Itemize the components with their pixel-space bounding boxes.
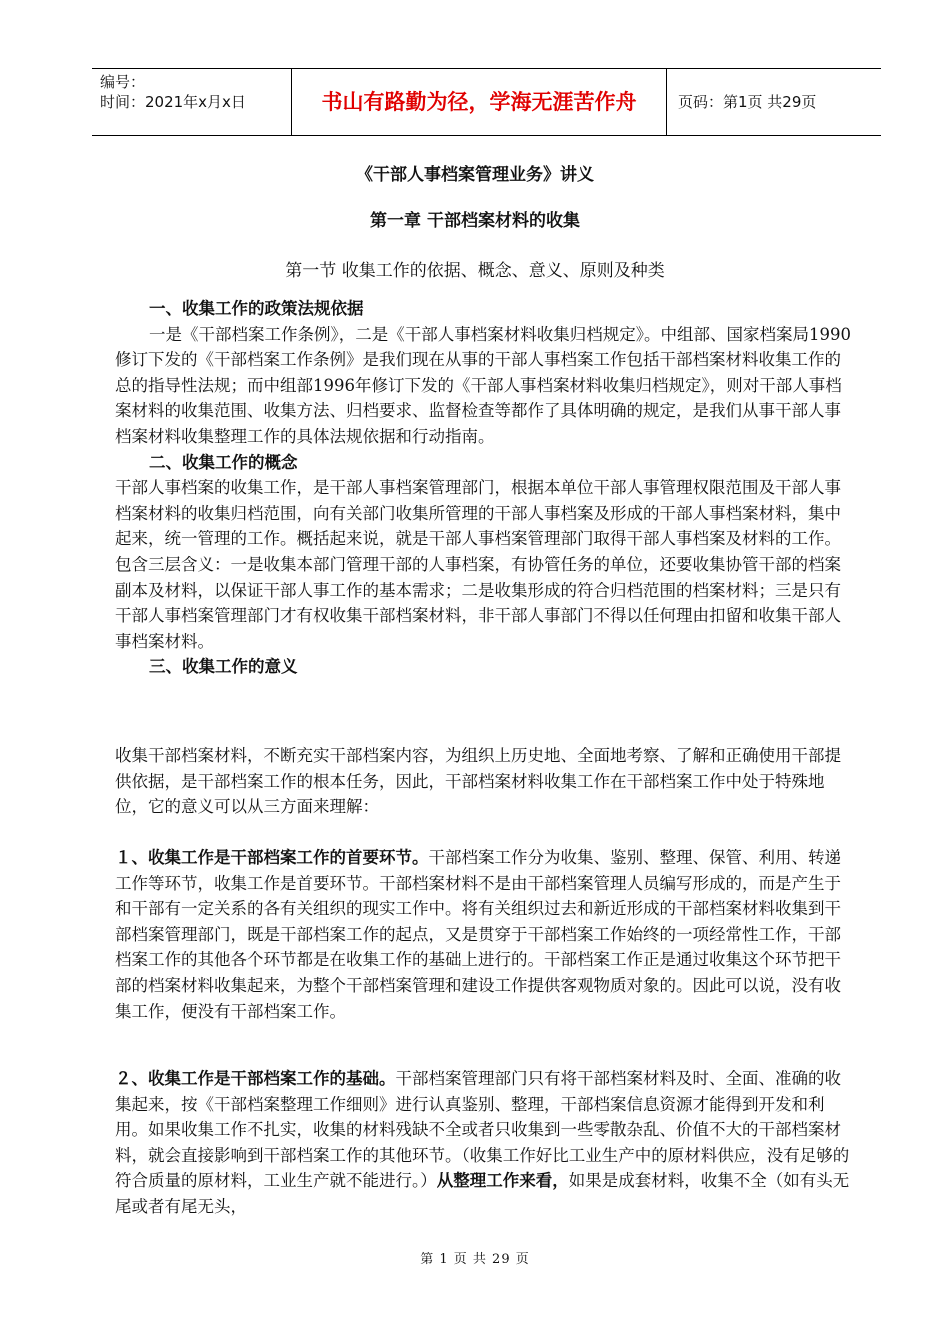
paragraph-4-lead: １、收集工作是干部档案工作的首要环节。 [115, 848, 429, 867]
section-title: 第一节 收集工作的依据、概念、意义、原则及种类 [285, 261, 665, 281]
paragraph-5-lead: ２、收集工作是干部档案工作的基础。 [115, 1069, 396, 1088]
time-label: 时间：2021年x月x日 [100, 93, 246, 111]
number-label: 编号： [100, 73, 146, 91]
paragraph-4-text: 干部档案工作分为收集、鉴别、整理、保管、利用、转递工作等环节，收集工作是首要环节。干部档案材料不是由干部档案管理人员编写形成的，而是产生于和干部有一定关系的各有关组织的现实工作中。将有关组织过去和新近形成的干部档案材料收集到干部档案管理部门，既是干部档案工作的起点，又是贯穿于干部档案工作始终的一项经常性工作，干部档案工作的其他各个环节都是在收集工作的基础上进行的。干部档案工作正是通过收集这个环节把干部的档案材料收集起来，为整个干部档案管理和建设工作提供客观物质对象的。因此可以说，没有收集工作，便没有干部档案工作。 [115, 848, 841, 1021]
paragraph-1: 一是《干部档案工作条例》，二是《干部人事档案材料收集归档规定》。中组部、国家档案局1990修订下发的《干部档案工作条例》是我们现在从事的干部人事档案工作包括干部档案材料收集工作的总的指导性法规；而中组部1996年修订下发的《干部人事档案材料收集归档规定》，则对干部人事档案材料的收集范围、收集方法、归档要求、监督检查等都作了具体明确的规定，是我们从事干部人事档案材料收集整理工作的具体法规依据和行动指南。 [115, 324, 851, 446]
paragraph-4 [115, 845, 855, 1024]
page-footer: 第 1 页 共 29 页 [420, 1252, 530, 1267]
paragraph-5-lead-2: 从整理工作来看， [436, 1171, 569, 1191]
header-meta [92, 69, 292, 135]
header-page-info: 页码：第1页 共29页 [678, 93, 817, 111]
heading-2: 二、收集工作的概念 [149, 452, 298, 472]
page-header [92, 68, 881, 136]
heading-1: 一、收集工作的政策法规依据 [149, 299, 364, 318]
paragraph-5-text-2: 如果是成套材料，收集不全（如有头无尾或者有尾无头， [115, 1171, 850, 1216]
document-title: 《干部人事档案管理业务》讲义 [356, 165, 594, 185]
section-1 [115, 296, 855, 680]
heading-3: 三、收集工作的意义 [149, 657, 298, 677]
paragraph-2: 干部人事档案的收集工作，是干部人事档案管理部门，根据本单位干部人事管理权限范围及干部人事档案材料的收集归档范围，向有关部门收集所管理的干部人事档案及形成的干部人事档案材料，集中起来，统一管理的工作。概括起来说，就是干部人事档案管理部门取得干部人事档案及材料的工作。包含三层含义：一是收集本部门管理干部的人事档案，有协管任务的单位，还要收集协管干部的档案副本及材料，以保证干部人事工作的基本需求；二是收集形成的符合归档范围的档案材料；三是只有干部人事档案管理部门才有权收集干部档案材料，非干部人事部门不得以任何理由扣留和收集干部人事档案材料。 [115, 478, 841, 651]
paragraph-5 [115, 1066, 855, 1220]
header-motto: 书山有路勤为径，学海无涯苦作舟 [292, 69, 667, 135]
paragraph-5-text: 干部档案管理部门只有将干部档案材料及时、全面、准确的收集起来，按《干部档案整理工作细则》进行认真鉴别、整理，干部档案信息资源才能得到开发和利用。如果收集工作不扎实，收集的材料残缺不全或者只收集到一些零散杂乱、价值不大的干部档案材料，就会直接影响到干部档案工作的其他环节。（收集工作好比工业生产中的原材料供应，没有足够的符合质量的原材料，工业生产就不能进行。） [115, 1069, 850, 1191]
chapter-title: 第一章 干部档案材料的收集 [370, 211, 580, 231]
paragraph-3: 收集干部档案材料，不断充实干部档案内容，为组织上历史地、全面地考察、了解和正确使用干部提供依据，是干部档案工作的根本任务，因此，干部档案材料收集工作在干部档案工作中处于特殊地位，它的意义可以从三方面来理解： [115, 746, 841, 817]
